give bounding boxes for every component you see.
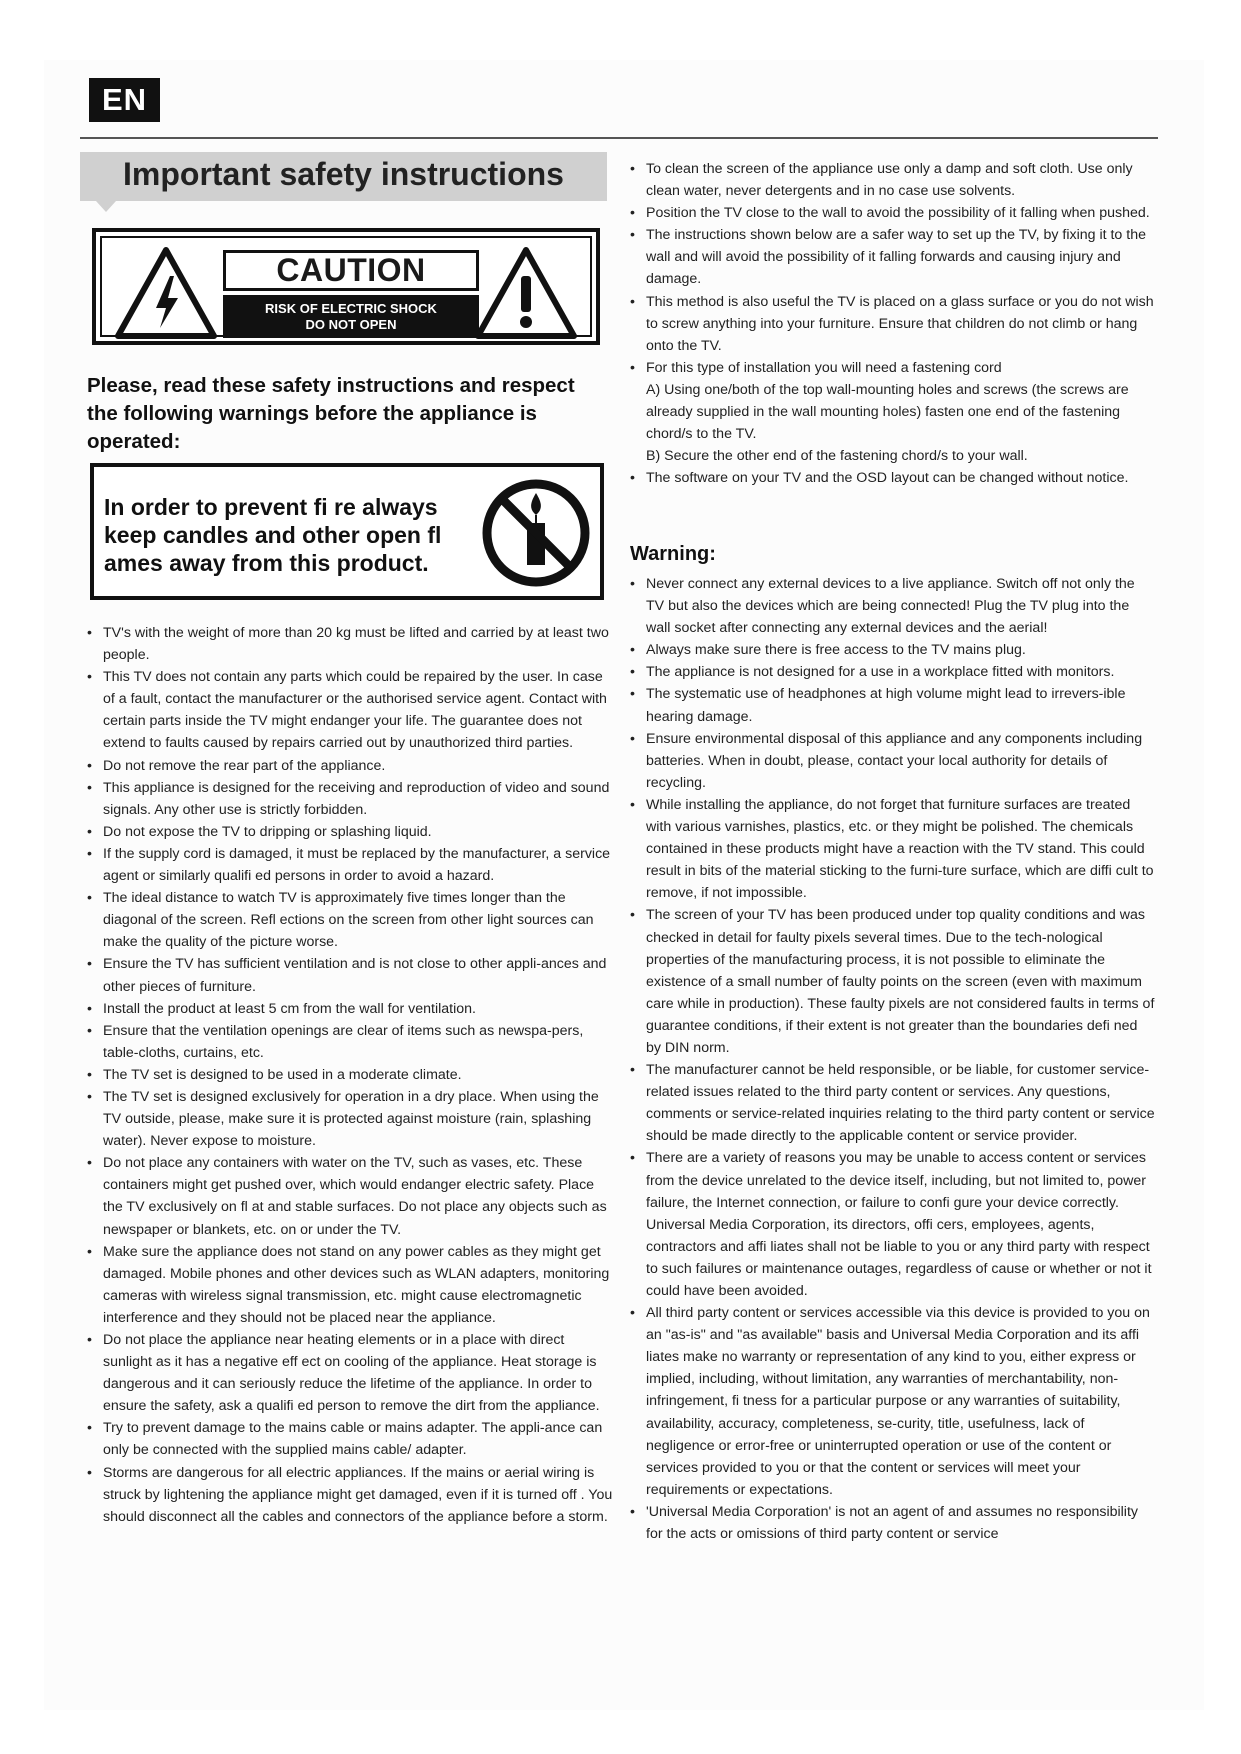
fastening-cord-step-a: A) Using one/both of the top wall-mounting holes and screws (the screws are already supplied in the wall mounting holes) fasten one end of the fastening chord/s to the TV. xyxy=(646,381,1129,443)
list-item: • The systematic use of headphones at high volume might lead to irrevers-ible hearing damage. xyxy=(630,683,1156,727)
caution-subtext xyxy=(223,295,479,338)
list-item: • Do not place any containers with water on the TV, such as vases, etc. These containers might get pushed over, which would endanger electric safety. Place the TV exclusively on fl at and stable surfaces. Do not place any objects such as newspaper or blankets, etc. on or under the TV. xyxy=(87,1152,613,1240)
fastening-cord-step-b: B) Secure the other end of the fastening chord/s to your wall. xyxy=(646,448,1028,465)
warning-list xyxy=(630,573,1156,1545)
caution-line-1: RISK OF ELECTRIC SHOCK xyxy=(265,300,437,316)
fastening-cord-text: • For this type of installation you will need a fastening cord xyxy=(646,359,1002,376)
header-divider xyxy=(80,137,1158,139)
list-item: • Position the TV close to the wall to avoid the possibility of it falling when pushed. xyxy=(630,202,1156,224)
list-item: • The instructions shown below are a safer way to set up the TV, by fixing it to the wall and will avoid the possibility of it falling forwards and causing injury and damage. xyxy=(630,224,1156,290)
list-item-fastening-cord xyxy=(630,357,1156,467)
exclamation-warning-icon xyxy=(474,246,578,340)
language-badge: EN xyxy=(89,78,160,122)
list-item: • Ensure that the ventilation openings are clear of items such as newspa-pers, table-cloths, curtains, etc. xyxy=(87,1020,613,1064)
list-item: • Try to prevent damage to the mains cable or mains adapter. The appli-ance can only be connected with the supplied mains cable/ adapter. xyxy=(87,1417,613,1461)
list-item: • Storms are dangerous for all electric appliances. If the mains or aerial wiring is struck by lightening the appliance might get damaged, even if it is turned off . You should disconnect all the cables and connectors of the appliance before a storm. xyxy=(87,1462,613,1528)
list-item: • The TV set is designed exclusively for operation in a dry place. When using the TV outside, please, make sure it is protected against moisture (rain, splashing water). Never expose to moisture. xyxy=(87,1086,613,1152)
list-item: • While installing the appliance, do not forget that furniture surfaces are treated with various varnishes, plastics, etc. or they might be polished. The chemicals contained in these products might have a reaction with the TV stand. This could result in bits of the material sticking to the furni-ture surface, which are diffi cult to remove, if not impossible. xyxy=(630,794,1156,904)
no-open-flame-icon xyxy=(480,477,592,589)
list-item: • Install the product at least 5 cm from the wall for ventilation. xyxy=(87,998,613,1020)
caution-inner-frame xyxy=(100,236,592,337)
safety-list-left xyxy=(87,622,613,1528)
fire-notice-text: In order to prevent fi re always keep candles and other open fl ames away from this product. xyxy=(104,494,442,576)
list-item: • Never connect any external devices to a live appliance. Switch off not only the TV but also the devices which are being connected! Plug the TV plug into the wall socket after connecting any external devices and the aerial! xyxy=(630,573,1156,639)
list-item: • The screen of your TV has been produced under top quality conditions and was checked in detail for faulty pixels several times. Due to the tech-nological properties of the manufacturing process, it is not possible to eliminate the existence of a small number of faulty points on the screen (even with maximum care while in production). These faulty pixels are not considered faults in terms of guarantee conditions, if their extent is not greater than the boundaries defi ned by DIN norm. xyxy=(630,904,1156,1059)
list-item: • The TV set is designed to be used in a moderate climate. xyxy=(87,1064,613,1086)
list-item: • Always make sure there is free access to the TV mains plug. xyxy=(630,639,1156,661)
list-item: • 'Universal Media Corporation' is not an agent of and assumes no responsibility for the acts or omissions of third party content or service xyxy=(630,1501,1156,1545)
list-item: • Do not expose the TV to dripping or splashing liquid. xyxy=(87,821,613,843)
list-item: • TV's with the weight of more than 20 kg must be lifted and carried by at least two people. xyxy=(87,622,613,666)
warning-heading: Warning: xyxy=(630,543,716,565)
caution-center-block xyxy=(223,250,479,338)
electric-shock-warning-icon xyxy=(114,246,218,340)
caution-line-2: DO NOT OPEN xyxy=(305,316,397,332)
page-title: Important safety instructions xyxy=(123,156,564,192)
list-item: • The manufacturer cannot be held responsible, or be liable, for customer service-related issues related to the third party content or services. Any questions, comments or service-related inquiries relating to the third party content or service should be made directly to the applicable content or service provider. xyxy=(630,1059,1156,1147)
list-item: • Ensure the TV has sufficient ventilation and is not close to other appli-ances and other pieces of furniture. xyxy=(87,953,613,997)
title-band xyxy=(80,152,607,201)
list-item: • Do not place the appliance near heating elements or in a place with direct sunlight as it has a negative eff ect on cooling of the appliance. Heat storage is dangerous and it can seriously reduce the lifetime of the appliance. In order to ensure the safety, ask a qualifi ed person to remove the dirt from the appliance. xyxy=(87,1329,613,1417)
list-item: • All third party content or services accessible via this device is provided to you on an "as-is" and "as available" basis and Universal Media Corporation and its affi liates make no warranty or representation of any kind to you, either express or implied, including, without limitation, any warranties of merchantability, non-infringement, fi tness for a particular purpose or any warranties of suitability, availability, accuracy, completeness, se-curity, title, usefulness, lack of negligence or error-free or uninterrupted operation or use of the content or services provided to you or that the content or services will meet your requirements or expectations. xyxy=(630,1302,1156,1501)
list-item: • The ideal distance to watch TV is approximately five times longer than the diagonal of the screen. Refl ections on the screen from other light sources can make the quality of the picture worse. xyxy=(87,887,613,953)
list-item: • The appliance is not designed for a use in a workplace fitted with monitors. xyxy=(630,661,1156,683)
list-item: • There are a variety of reasons you may be unable to access content or services from the device unrelated to the device itself, including, but not limited to, power failure, the Internet connection, or failure to confi gure your device correctly. Universal Media Corporation, its directors, offi cers, employees, agents, contractors and affi liates shall not be liable to you or any third party with respect to such failures or maintenance outages, regardless of cause or whether or not it could have been avoided. xyxy=(630,1147,1156,1302)
list-item: • The software on your TV and the OSD layout can be changed without notice. xyxy=(630,467,1156,489)
list-item: • Ensure environmental disposal of this appliance and any components including batteries. When in doubt, please, contact your local authority for details of recycling. xyxy=(630,728,1156,794)
list-item: • Do not remove the rear part of the appliance. xyxy=(87,755,613,777)
list-item: • This appliance is designed for the receiving and reproduction of video and sound signals. Any other use is strictly forbidden. xyxy=(87,777,613,821)
list-item: • This method is also useful the TV is placed on a glass surface or you do not wish to screw anything into your furniture. Ensure that children do not climb or hang onto the TV. xyxy=(630,291,1156,357)
fire-notice-box xyxy=(90,463,604,600)
list-item: • If the supply cord is damaged, it must be replaced by the manufacturer, a service agent or similarly qualifi ed persons in order to avoid a hazard. xyxy=(87,843,613,887)
list-item: • To clean the screen of the appliance use only a damp and soft cloth. Use only clean water, never detergents and in no case use solvents. xyxy=(630,158,1156,202)
caution-word: CAUTION xyxy=(223,250,479,291)
safety-list-right xyxy=(630,158,1156,489)
caution-label xyxy=(92,228,600,345)
list-item: • This TV does not contain any parts which could be repaired by the user. In case of a fault, contact the manufacturer or the authorised service agent. Contact with certain parts inside the TV might endanger your life. The guarantee does not extend to faults caused by repairs carried out by unauthorized third parties. xyxy=(87,666,613,754)
intro-heading: Please, read these safety instructions and respect the following warnings before the appliance is operated: xyxy=(87,374,575,453)
list-item: • Make sure the appliance does not stand on any power cables as they might get damaged. Mobile phones and other devices such as WLAN adapters, monitoring cameras with wireless signal transmission, etc. might cause electromagnetic interference and they should not be placed near the appliance. xyxy=(87,1241,613,1329)
